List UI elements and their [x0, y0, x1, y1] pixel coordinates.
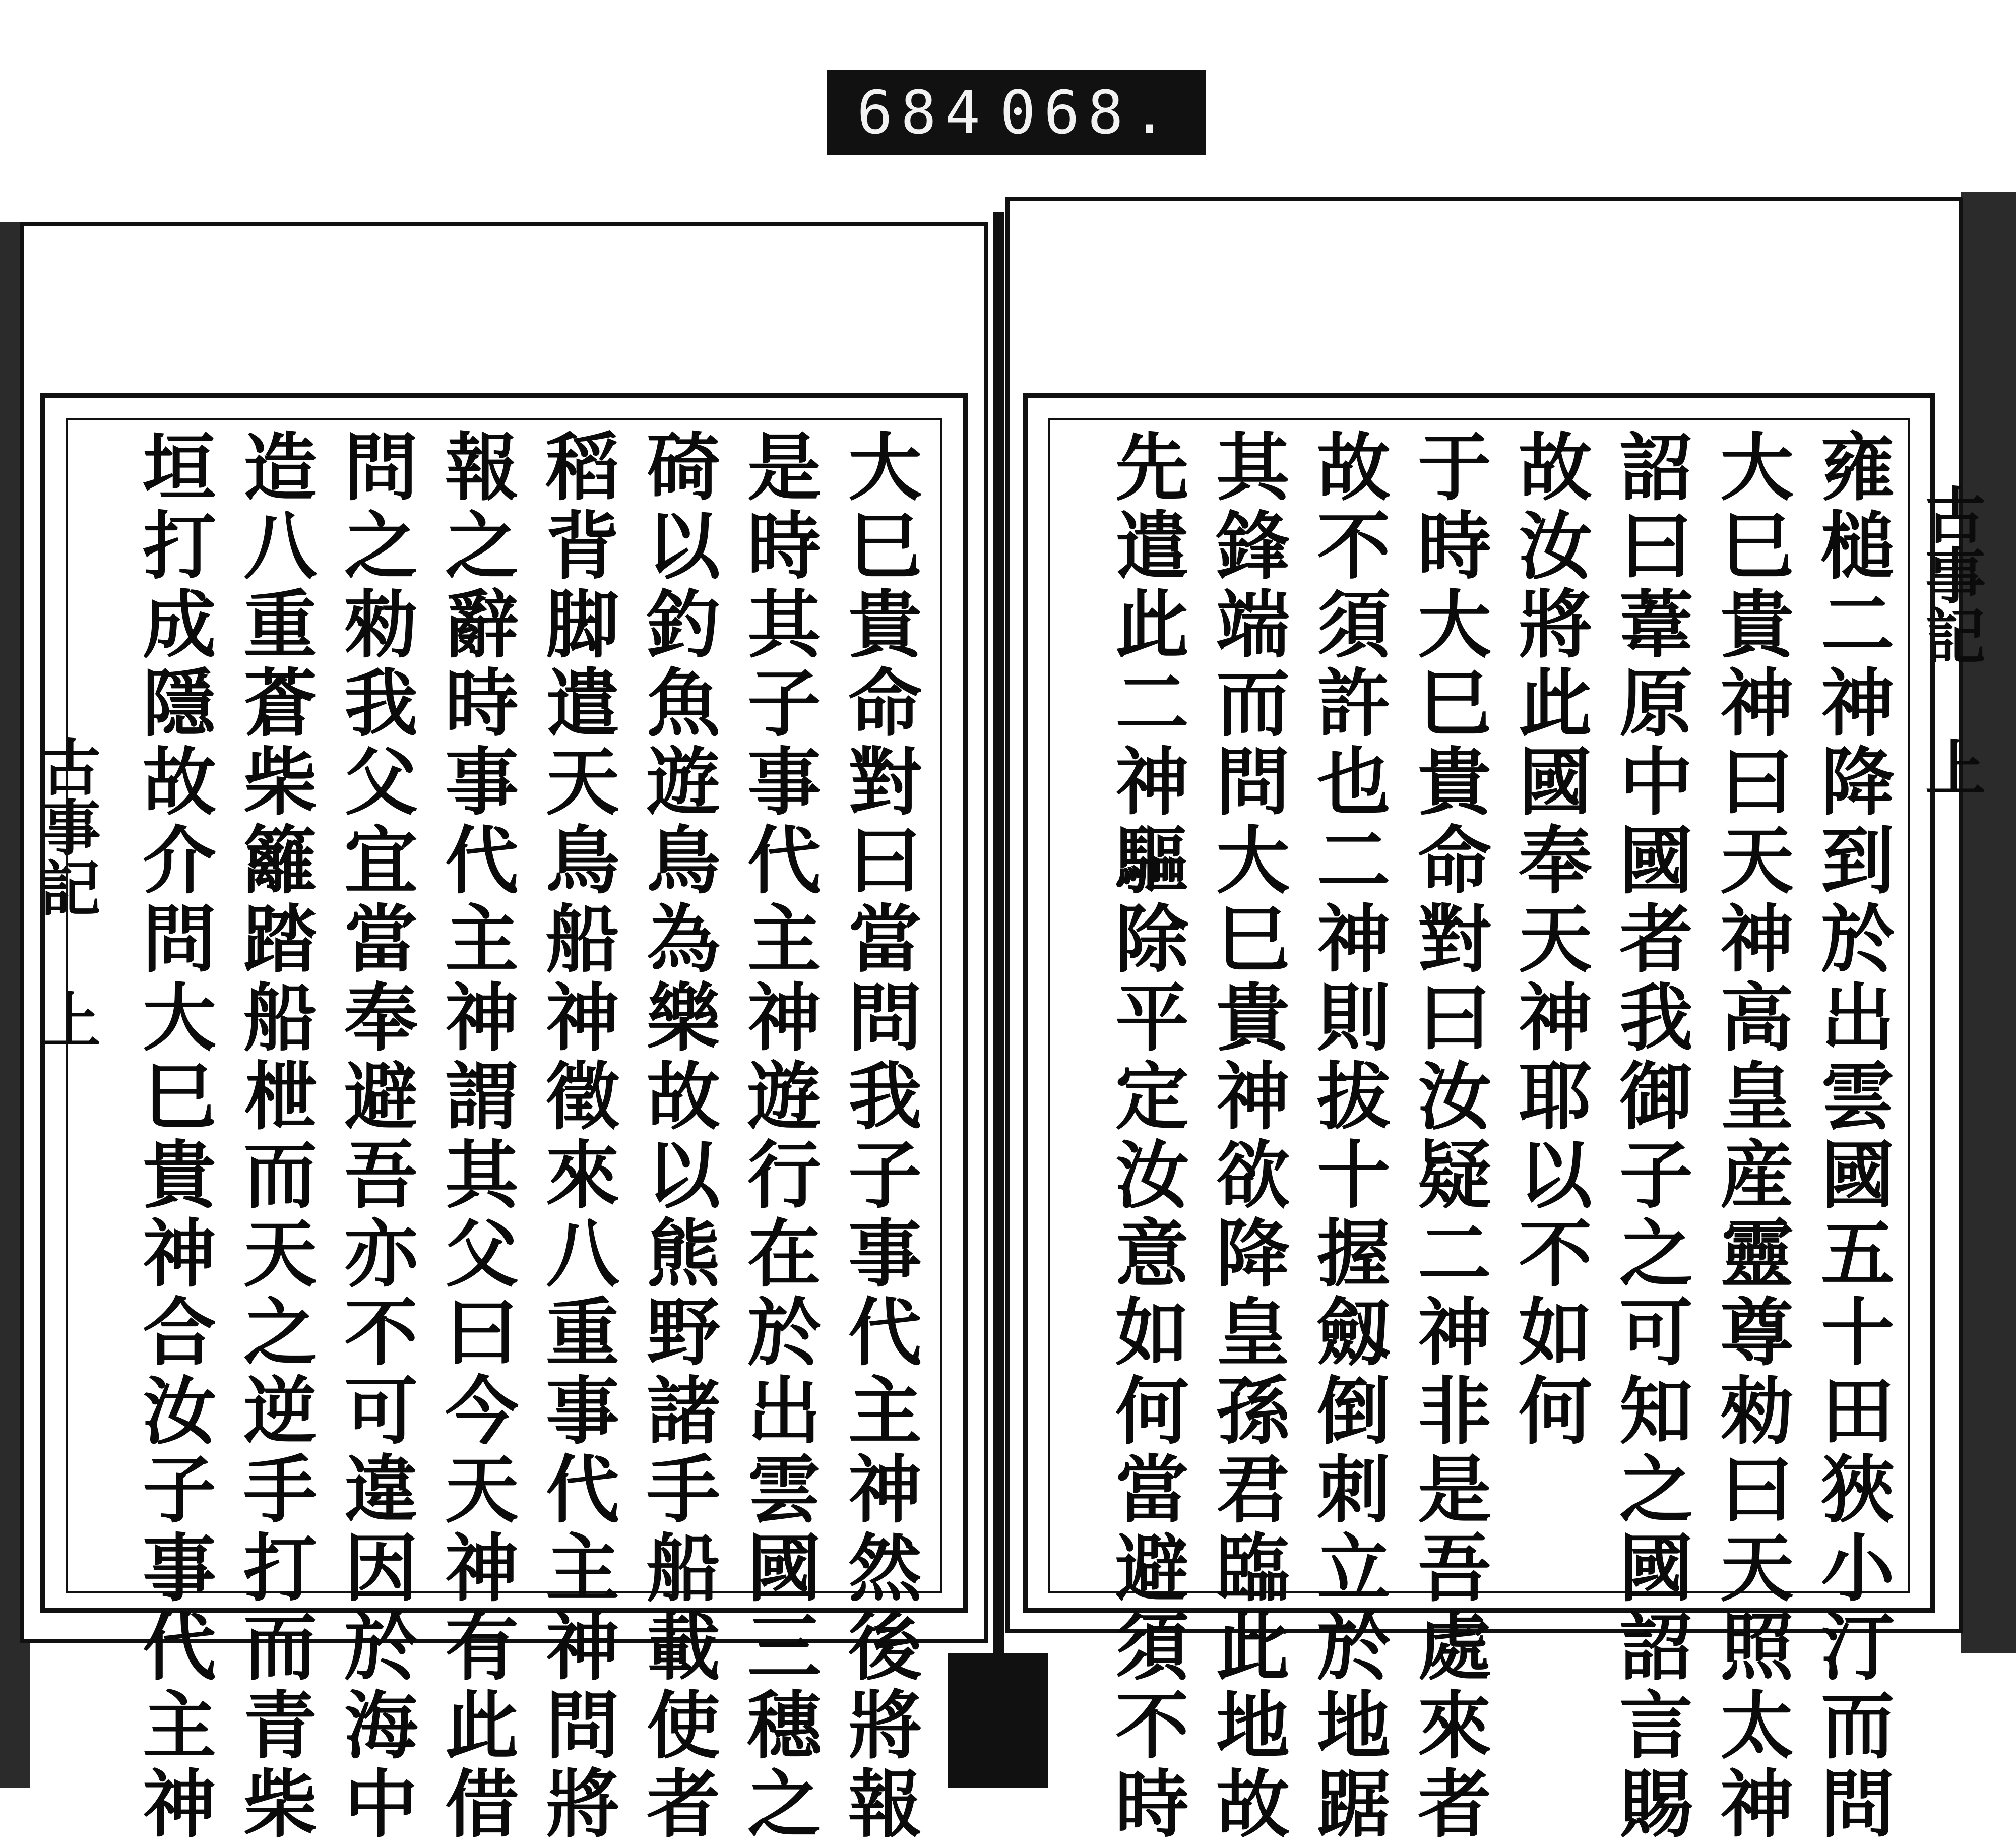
left-column-2: 是時其子事代主神遊行在於出雲國三穗之	[735, 428, 821, 1844]
archive-number-label	[827, 70, 1206, 155]
left-column-6: 問之勑我父宜當奉避吾亦不可違因於海中	[332, 428, 418, 1844]
left-page-margin-title: 古事記 上	[30, 736, 101, 1049]
archive-number-right: 068.	[999, 78, 1175, 147]
left-column-3: 碕以釣魚遊鳥為樂故以熊野諸手船載使者	[634, 428, 720, 1844]
top-edge-mark	[897, 0, 1099, 9]
left-column-1: 大巳貴命對曰當問我子事代主神然後將報	[836, 428, 922, 1844]
right-column-6: 故不須許也二神則拔十握劔倒刺立於地踞	[1304, 428, 1391, 1844]
right-column-5: 于時大巳貴命對曰汝疑二神非是吾處來者	[1405, 428, 1491, 1844]
spine-clip	[948, 1653, 1048, 1788]
left-column-7: 造八重蒼柴籬踏船枻而天之逆手打而青柴	[231, 428, 317, 1844]
right-page-margin-title: 古事記 上	[1915, 484, 1986, 797]
right-column-1: 雍槌二神降到於出雲國五十田狹小汀而問	[1808, 428, 1895, 1844]
book-spine	[993, 212, 1004, 1788]
left-column-4: 稻背脚遣天鳥船神徵來八重事代主神問將	[533, 428, 619, 1844]
left-column-8: 垣打成隱故介問大巳貴神合汝子事代主神	[130, 428, 216, 1844]
right-column-2: 大巳貴神曰天神高皇産靈尊勑曰天照太神	[1708, 428, 1794, 1844]
right-column-4: 故汝將此國奉天神耶以不如何	[1506, 428, 1592, 1451]
right-column-3: 詔曰葦原中國者我御子之可知之國詔言賜	[1607, 428, 1693, 1844]
right-column-8: 先遣此二神驅除平定汝意如何當避須不時	[1103, 428, 1189, 1844]
archive-number-left: 684	[857, 78, 989, 147]
left-column-5: 報之辭時事代主神謂其父曰今天神有此借	[432, 428, 519, 1844]
right-column-7: 其鋒端而問大巳貴神欲降皇孫君臨此地故	[1204, 428, 1290, 1844]
